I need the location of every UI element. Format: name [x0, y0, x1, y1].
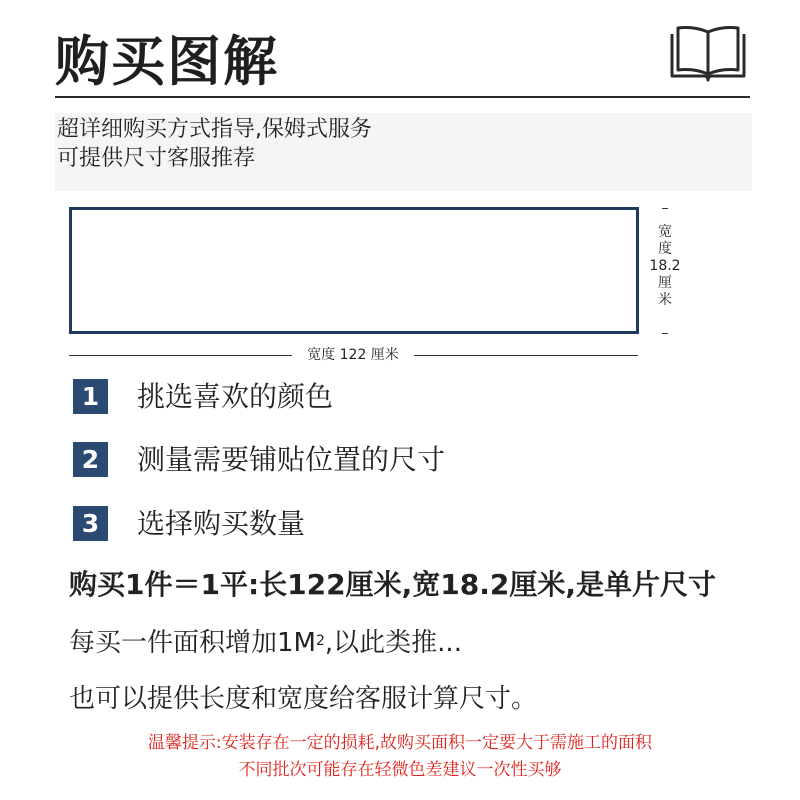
intro-line-1: 超详细购买方式指导,保姆式服务	[57, 117, 372, 142]
step-number-badge: 3	[73, 506, 108, 541]
step-text: 选择购买数量	[137, 507, 306, 540]
step-number-badge: 2	[73, 442, 108, 477]
warning-tip-line-1: 温馨提示:安装存在一定的损耗,故购买面积一定要大于需施工的面积	[147, 733, 653, 753]
step-text: 挑选喜欢的颜色	[137, 380, 334, 413]
warning-tip-line-2: 不同批次可能存在轻微色差建议一次性买够	[238, 760, 562, 780]
step-text: 测量需要铺贴位置的尺寸	[137, 443, 446, 476]
height-dimension-tick-bottom	[662, 333, 668, 334]
width-dimension-line-right	[414, 355, 638, 356]
unit-definition: 购买1件＝1平:长122厘米,宽18.2厘米,是单片尺寸	[69, 568, 716, 601]
intro-box	[55, 113, 752, 191]
width-dimension-line-left	[69, 355, 292, 356]
page-title: 购买图解	[55, 30, 279, 93]
panel-diagram	[69, 207, 639, 334]
step-number-badge: 1	[73, 379, 108, 414]
customer-service-note: 也可以提供长度和宽度给客服计算尺寸。	[69, 684, 538, 714]
title-divider	[55, 96, 750, 98]
height-dimension-label: 宽 度 18.2 厘 米	[649, 224, 681, 308]
height-dimension-tick-top	[662, 208, 668, 209]
book-icon	[666, 24, 750, 84]
area-increment-text: 每买一件面积增加$1M^2$,以此类推...	[69, 628, 462, 658]
intro-line-2: 可提供尺寸客服推荐	[57, 146, 256, 171]
width-dimension-label: 宽度 122 厘米	[307, 347, 399, 363]
